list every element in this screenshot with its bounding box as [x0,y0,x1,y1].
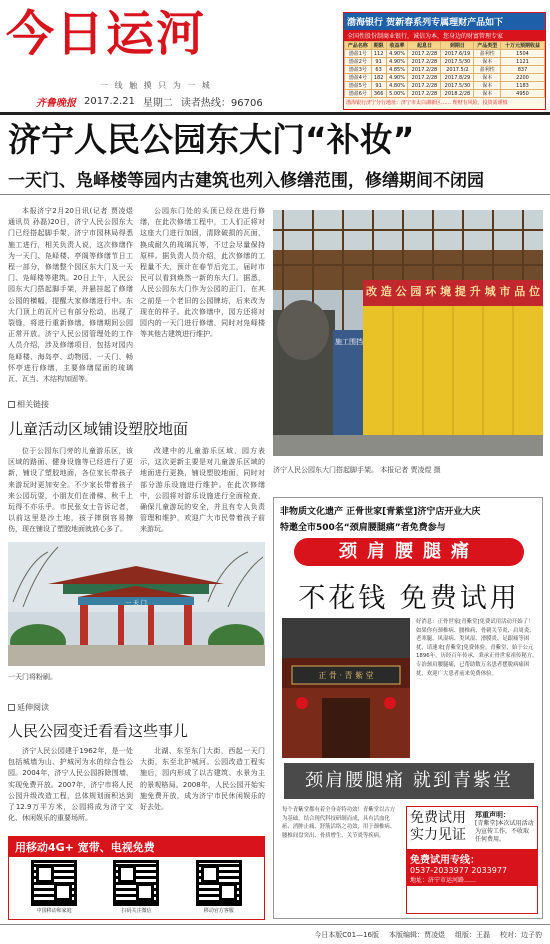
footer-editor: 本版编辑：贾凌煜 [389,930,445,939]
bank-ad-cell: 渤盈6号 [345,90,372,98]
story3-body-col1: 济宁人民公园建于1962年，是一处包括城墙为山、护城河为水的综合性公园。2004年，济宁人民公园拆除围墙，实现免费开放。2007年，济宁市将人民公园升级改造工程，总体规划面积达到了12.9万平方米，公园将成为济宁文化、休闲娱乐的重要场所。 [8,747,133,823]
qr-label: 移动官方客服 [203,908,234,914]
masthead-divider [0,112,550,115]
story2-body-col1: 位于公园东门旁的儿童游乐区，该区域的路面、健身设施等已经进行了更新，铺设了塑胶地面，各位家长带孩子来游玩时更加安全。不少家长带着孩子来公园玩耍，小朋友们在滑梯、秋千上玩得不亦乐乎。市民张女士告诉记者，以前这里是沙土地，孩子摔倒容易擦伤，现在铺设了塑胶地面就放心多了。 [8,447,133,534]
photo-banner-text: 改 造 公 园 环 境 提 升 城 市 品 位 [365,285,541,298]
qr-code-icon [196,860,242,906]
bank-ad-cell: 4.80% [386,82,408,90]
clinic-ad-body2: 每个青紫堂都有着全身奇特功效！青紫堂以古方为基础，结合现代科技研制而成，具有活血化瘀、消肿止痛、舒筋活络之功效，用于颈椎病、腰椎间盘突出、骨质增生、关节炎等疾病。 [282,807,396,839]
clinic-ad [273,497,543,919]
bank-ad-cell: 渤盈3号 [345,66,372,74]
clinic-ad-banner: 颈肩腰腿痛 就到青紫堂 [284,763,534,799]
bank-ad-subline: 全国性股份制商业银行，诚信为本，您身边的财富管理专家 [344,30,545,41]
qr-code-icon [113,860,159,906]
storefront-sign: 正 骨 · 青 紫 堂 [318,671,374,680]
clinic-ad-trial: 免费试用 实力见证 [410,810,466,843]
storefront-illustration [282,618,410,758]
qr-code-icon [31,860,77,906]
bank-ad-column-header: 收益率 [386,42,408,50]
lead-headline: 济宁人民公园东大门“补妆” [8,120,415,159]
masthead-title: 今日运河 [6,6,207,62]
bank-ad-cell: 182 [371,74,386,82]
bank-ad-footer: 渤海银行济宁分行地址：济宁市太白湖新区…… 理财有风险，投资需谨慎 [346,100,508,106]
bank-ad-row [345,74,545,82]
bank-ad-row [345,50,545,58]
bank-ad-cell: 保本 [474,90,501,98]
bank-ad-cell: 1504 [501,50,545,58]
bank-ad-column-header: 到期日 [441,42,474,50]
bank-ad-cell: 2018.2/28 [441,90,474,98]
bank-ad-cell: 2017.8/29 [441,74,474,82]
bank-ad-cell: 2017.2/28 [408,74,441,82]
bank-ad-cell: 1121 [501,58,545,66]
bank-ad-headline: 渤海银行 贺新春系列专属理财产品如下 [344,13,545,30]
lead-subheadline: 一天门、凫峄楼等园内古建筑也列入修缮范围，修缮期间不闭园 [8,171,484,191]
bank-ad-cell: 4.90% [386,74,408,82]
bank-ad-column-header: 产品类型 [474,42,501,50]
headline-divider [0,194,550,195]
newspaper-brand: 齐鲁晚报 [36,98,76,109]
bank-ad-row [345,90,545,98]
clinic-ad-notice-box [406,806,538,914]
footer-layout: 组版：王磊 [455,930,490,939]
bank-ad-column-header: 期限 [371,42,386,50]
bank-ad-cell: 保本 [474,82,501,90]
photo-panel-text: 施工围挡 [335,338,363,346]
gate-plaque-text: 一 天 门 [125,600,147,607]
footer-edition: 今日本版C01—16版 [314,930,379,939]
clinic-ad-line1: 非物质文化遗产 正骨世家[青紫堂]济宁店开业大庆 [280,507,481,517]
qr-label: 扫码关注微信 [121,908,152,914]
clinic-ad-notice-title: 郑重声明： [475,811,510,819]
lead-body-col1: 本报济宁2月20日讯(记者 贾凌煜 通讯员 孙磊)20日，济宁人民公园东大门已经搭起脚手架，济宁市园林局得悉施工进行，相关负责人说，这次修缮作为一天门、凫峄楼、亭阁等修缮节日工程一部分，修缮整个园区东大门及一天门、凫峄楼等建筑。20日上午，人民公园东大门搭起脚手架，并悬挂起了修缮公园的横幅，提醒大家修缮进行中。东大门顶上的瓦片已有部分松动，出现了裂缝，将进行重新修缮，修缮期间公园正常开放。济宁人民公园管理处的工作人员介绍，涉及修缮项目，包括对园内凫峄楼、海岛亭、动物园、一天门、畅怀亭进行修缮，主要修缮屋面的琉璃瓦、瓦当、木结构加固等。 [8,207,133,384]
bank-ad [343,12,546,110]
clinic-hotline-label: 免费试用专线： [410,855,480,866]
clinic-storefront-photo [282,618,410,758]
bank-ad-cell: 2017.2/28 [408,90,441,98]
gate-photo [8,542,265,666]
bank-ad-cell: 2017.5/2 [441,66,474,74]
bank-ad-cell: 837 [501,66,545,74]
page-footer [0,924,550,944]
bank-ad-row [345,66,545,74]
bank-ad-cell: 2017.2/28 [408,58,441,66]
bank-ad-cell: 5.00% [386,90,408,98]
masthead-slogan: 一 线 触 摸 只 为 一 城 [100,81,212,90]
bank-ad-column-header: 产品名称 [345,42,372,50]
story3-body-col2: 北湖、东至东门大街，西起一天门大街，东至北护城河。公园改造工程实施后，园内形成了以古建筑、水景为主的景观格局。2008年，人民公园开始实施免费开放，成为济宁市民休闲娱乐的好去处。 [140,747,265,812]
story3-title: 人民公园变迁看看这些事儿 [8,722,189,740]
clinic-address: 地址：济宁市运河路…… [410,877,477,884]
lead-photo-caption: 济宁人民公园东大门搭起脚手架。 本报记者 贾凌煜 摄 [273,466,441,474]
section-label-text: 延伸阅读 [17,703,49,712]
bank-ad-cell: 2017.5/30 [441,82,474,90]
section-marker-icon [8,401,15,408]
issue-date: 2017.2.21 [84,96,135,107]
clinic-ad-big-slogan: 不花钱 免费试用 [298,583,520,614]
bank-ad-cell: 4.90% [386,58,408,66]
bank-ad-cell: 盈利性 [474,50,501,58]
bank-ad-cell: 4950 [501,90,545,98]
qr-label: 中国移动和家庭 [36,908,72,914]
bank-ad-table [344,41,545,98]
park-gate-scaffold-illustration [273,210,543,456]
reader-hotline: 读者热线：96706 [180,98,263,109]
clinic-ad-ribbon: 颈肩腰腿痛 [294,538,524,566]
bank-ad-cell: 112 [371,50,386,58]
bank-ad-cell: 91 [371,82,386,90]
clinic-ad-notice: [青紫堂]本次试用活动为宣传工作，不收取任何费用。 [475,820,534,843]
bank-ad-cell: 2017.2/28 [408,50,441,58]
bank-ad-cell: 4.85% [386,66,408,74]
bank-ad-cell: 2200 [501,74,545,82]
section-label-related [8,399,49,410]
bank-ad-column-header: 十万元预期收益 [501,42,545,50]
lead-body-col2: 公园东门处的头顶已经在进行修缮，在此次修缮工程中，工人们正将对这座大门进行加固，清除破损的瓦面，换成耐久的琉璃瓦等，不过会尽量保持原样。据负责人员介绍，此次修缮的工程量不大，预计在春节后完工，届时市民可以看到焕然一新的东大门。据悉，人民公园东大门作为公园的正门，在其之前是一个老旧的公园牌坊，后来改为现在的样子。此次修缮中，园方还将对园内的一天门进行修缮，同时对凫峄楼等其他古建筑进行维护。 [140,207,265,339]
issue-weekday: 星期二 [142,98,173,109]
bank-ad-cell: 渤盈4号 [345,74,372,82]
bank-ad-cell: 4.90% [386,50,408,58]
clinic-hotline: 0537-2033977 2033977 [410,866,508,875]
bank-ad-cell: 渤盈5号 [345,82,372,90]
section-label-text: 相关链接 [17,400,49,409]
bank-ad-cell: 2017.5/30 [441,58,474,66]
promo-title: 用移动4G+ 宽带、电视免费 [9,837,264,857]
story2-body-col2: 改建中的儿童游乐区域，园方表示，这次更新主要是对儿童游乐区域的地面进行更换，铺设塑胶地面，同时对部分游乐设施进行维护。在此次修缮中，公园将对游乐设施进行全面检查，确保儿童游玩的安全，并且有专人负责管理和维护，欢迎广大市民带着孩子前来游玩。 [140,447,265,534]
bank-ad-cell: 渤盈2号 [345,58,372,66]
masthead-meta [36,94,263,109]
bank-ad-cell: 2017.6/19 [441,50,474,58]
bank-ad-row [345,82,545,90]
qr-block-2 [113,860,159,914]
gate-photo-caption: 一天门将粉刷。 [8,673,57,681]
bank-ad-row [345,58,545,66]
story2-title: 儿童活动区域铺设塑胶地面 [8,420,189,438]
bank-ad-cell: 保本 [474,58,501,66]
bank-ad-cell: 366 [371,90,386,98]
bank-ad-cell: 1183 [501,82,545,90]
section-marker-icon [8,704,15,711]
section-label-extended [8,702,49,713]
bank-ad-cell: 渤盈1号 [345,50,372,58]
bank-ad-cell: 2017.2/28 [408,66,441,74]
footer-proofreader: 校对：边子豹 [500,930,542,939]
qr-block-1 [31,860,77,914]
clinic-ad-body: 好消息：正骨世家[青紫堂]免费试用活动开始了！如果你有颈椎病、腰椎病、骨刺关节炎、肩周炎、老寒腿、风湿病、类风湿、滑膜炎、足跟痛等困扰，请速来[青紫堂]免费体验。青紫堂，始于公元1896年，历经百年传承，秉承正骨世家祖传秘方，专治颈肩腰腿痛，已帮助数万名患者摆脱病痛困扰，欢迎广大患者前来免费体验。 [416,619,538,677]
bank-ad-cell: 保本 [474,74,501,82]
bank-ad-cell: 63 [371,66,386,74]
bank-ad-cell: 盈利性 [474,66,501,74]
bank-ad-cell: 2017.2/28 [408,82,441,90]
qr-block-3 [196,860,242,914]
lead-photo [273,210,543,456]
clinic-ad-line2: 特邀全市500名“颈肩腰腿痛”者免费参与 [280,523,446,533]
mobile-promo [8,836,265,920]
bank-ad-cell: 91 [371,58,386,66]
bank-ad-column-header: 起息日 [408,42,441,50]
